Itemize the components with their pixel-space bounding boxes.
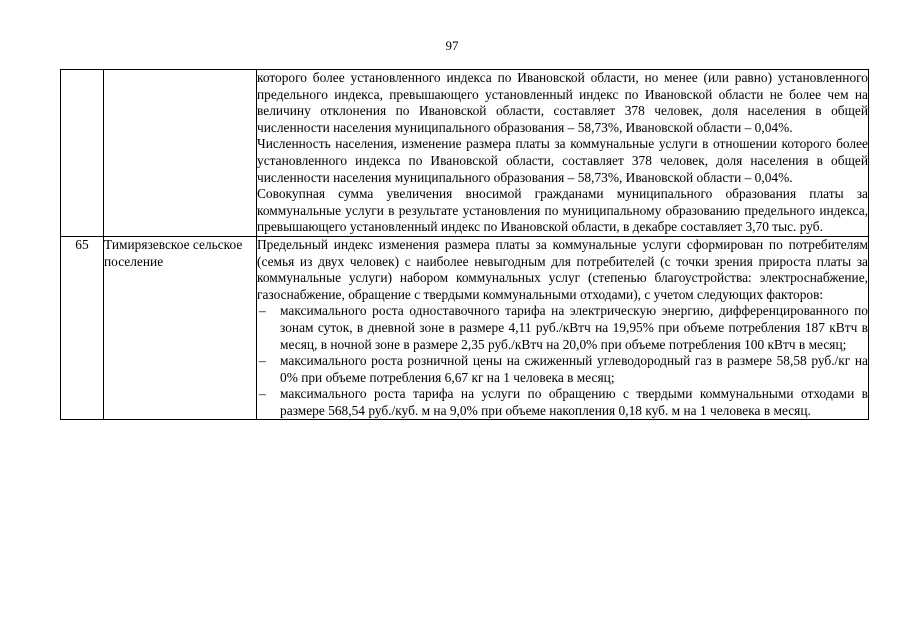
paragraph: которого более установленного индекса по Ивановской области, но менее (или равно) установленного предельного индекса, превышающего установленный индекс по Ивановской области не более чем на величину отклонения по Ивановской области, составляет 378 человек, доля населения в общей численности населения муниципального образования – 58,73%, Ивановской области – 0,04%. [257,70,868,135]
list-item-text: максимального роста одноставочного тарифа на электрическую энергию, дифференцированного по зонам суток, в дневной зоне в размере 4,11 руб./кВтч на 19,95% при объеме потребления 187 кВтч в месяц, в ночной зоне в размере 2,35 руб./кВтч на 20,0% при объеме потребления 100 кВтч в месяц; [280,303,868,352]
bullet-dash: – [259,353,266,369]
paragraph: Численность населения, изменение размера платы за коммунальные услуги в отношении которого более установленного индекса по Ивановской области, составляет 378 человек, доля населения в общей численности населения муниципального образования – 58,73%, Ивановской области – 0,04%. [257,136,868,185]
list-item-text: максимального роста тарифа на услуги по обращению с твердыми коммунальными отходами в размере 568,54 руб./куб. м на 9,0% при объеме накопления 0,18 куб. м на 1 человека в месяц. [280,386,868,418]
description-cell [257,236,869,420]
list-item [257,353,868,386]
table-row [61,70,869,237]
list-item [257,303,868,353]
bullet-dash: – [259,303,266,319]
page-number: 97 [445,38,459,53]
description-cell [257,70,869,237]
factor-list [257,303,868,419]
list-item [257,386,868,419]
municipal-index-table [60,69,869,420]
municipality-name-cell [104,70,257,237]
intro-paragraph: Предельный индекс изменения размера платы за коммунальные услуги сформирован по потребителям (семья из двух человек) с наиболее невыгодным для потребителей (с точки зрения прироста платы за коммунальные услуги) набором коммунальных услуг (степенью благоустройства: электроснабжение, газоснабжение, обращение с твердыми коммунальными отходами), с учетом следующих факторов: [257,236,868,302]
list-item-text: максимального роста розничной цены на сжиженный углеводородный газ в размере 58,58 руб./кг на 0% при объеме потребления 6,67 кг на 1 человека в месяц; [280,353,868,385]
municipality-name-cell: Тимирязевское сельское поселение [104,236,257,420]
row-number-cell [61,70,104,237]
row-number-cell: 65 [61,236,104,420]
bullet-dash: – [259,386,266,402]
table-row [61,236,869,420]
paragraph: Совокупная сумма увеличения вносимой гражданами муниципального образования платы за коммунальные услуги в результате установления по муниципальному образованию предельного индекса, превышающего установленный индекс по Ивановской области, в декабре составляет 3,70 тыс. руб. [257,186,868,235]
